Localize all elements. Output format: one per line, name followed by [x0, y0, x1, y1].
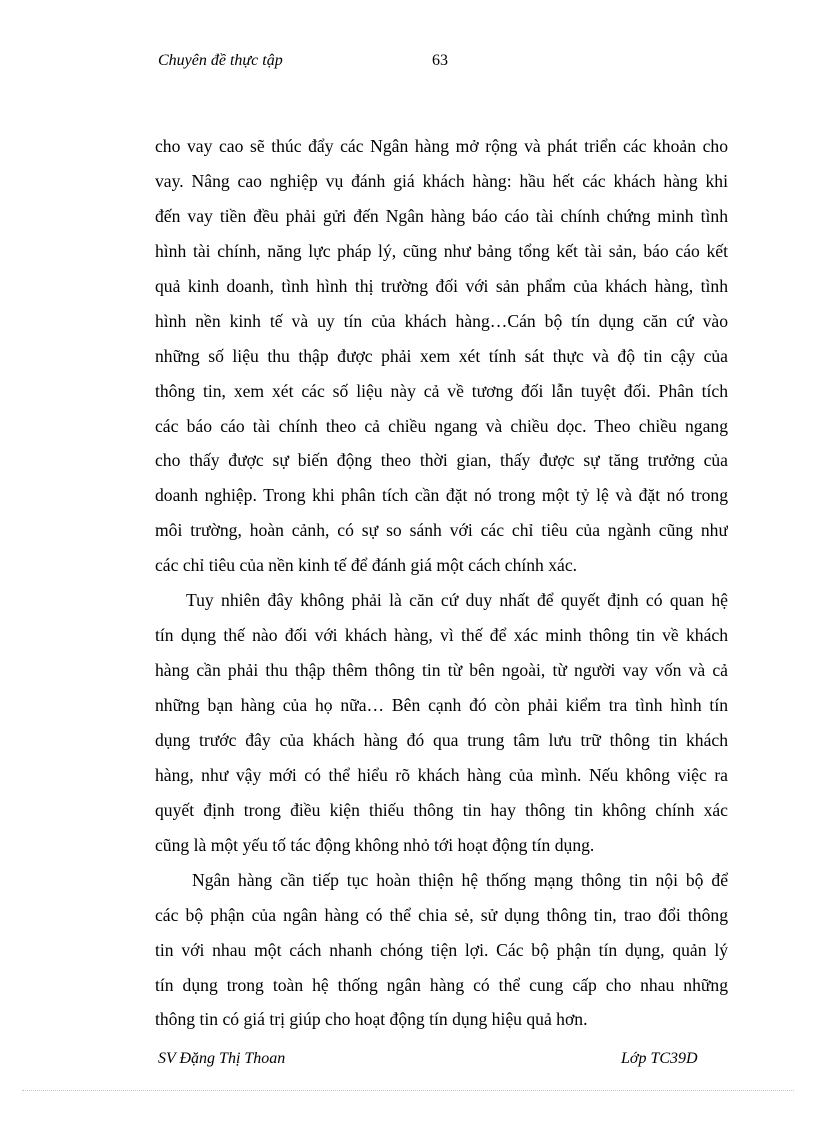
- text-line: môi trường, hoàn cảnh, có sự so sánh với các chỉ tiêu của ngành cũng như: [155, 520, 728, 541]
- text-line: các bộ phận của ngân hàng có thể chia sẻ, sử dụng thông tin, trao đổi thông: [155, 904, 728, 925]
- text-line: Tuy nhiên đây không phải là căn cứ duy nhất để quyết định có quan hệ: [186, 590, 728, 611]
- page-bottom-border: [22, 1090, 794, 1091]
- text-line: những bạn hàng của họ nữa… Bên cạnh đó còn phải kiểm tra tình hình tín: [155, 695, 728, 715]
- text-line: thông tin có giá trị giúp cho hoạt động tín dụng hiệu quả hơn.: [155, 1009, 588, 1030]
- text-line: cho vay cao sẽ thúc đẩy các Ngân hàng mở rộng và phát triển các khoản cho: [155, 136, 728, 156]
- text-line: những số liệu thu thập được phải xem xét tính sát thực và độ tin cậy của: [155, 345, 728, 366]
- header-title: Chuyên đề thực tập: [158, 52, 283, 69]
- text-line: hình nền kinh tế và uy tín của khách hàng…Cán bộ tín dụng căn cứ vào: [155, 310, 728, 331]
- text-line: các chỉ tiêu của nền kinh tế để đánh giá một cách chính xác.: [155, 555, 578, 576]
- text-line: đến vay tiền đều phải gửi đến Ngân hàng báo cáo tài chính chứng minh tình: [155, 205, 728, 226]
- text-line: vay. Nâng cao nghiệp vụ đánh giá khách hàng: hầu hết các khách hàng khi: [155, 170, 728, 191]
- footer-class: Lớp TC39D: [621, 1050, 698, 1067]
- body-text: [155, 129, 728, 1037]
- text-line: dụng trước đây của khách hàng đó qua trung tâm lưu trữ thông tin khách: [155, 729, 728, 750]
- text-line: tín dụng trong toàn hệ thống ngân hàng có thể cung cấp cho nhau những: [155, 974, 728, 995]
- text-line: tín dụng thế nào đối với khách hàng, vì thế để xác minh thông tin về khách: [155, 625, 728, 646]
- page-number: 63: [432, 52, 448, 69]
- text-line: các báo cáo tài chính theo cả chiều ngang và chiều dọc. Theo chiều ngang: [155, 415, 728, 436]
- text-line: Ngân hàng cần tiếp tục hoàn thiện hệ thống mạng thông tin nội bộ để: [192, 869, 728, 890]
- text-line: thông tin, xem xét các số liệu này cả về tương đối lẫn tuyệt đối. Phân tích: [155, 380, 728, 401]
- text-line: hàng, như vậy mới có thể hiểu rõ khách hàng của mình. Nếu không việc ra: [155, 764, 728, 785]
- text-line: hình tài chính, năng lực pháp lý, cũng như bảng tổng kết tài sản, báo cáo kết: [155, 240, 728, 261]
- text-line: doanh nghiệp. Trong khi phân tích cần đặt nó trong một tỷ lệ và đặt nó trong: [155, 485, 728, 506]
- text-line: cho thấy được sự biến động theo thời gian, thấy được sự tăng trưởng của: [155, 450, 728, 471]
- text-line: tin với nhau một cách nhanh chóng tiện lợi. Các bộ phận tín dụng, quản lý: [155, 939, 728, 960]
- text-line: quả kinh doanh, tình hình thị trường đối với sản phẩm của khách hàng, tình: [155, 275, 728, 296]
- text-line: cũng là một yếu tố tác động không nhỏ tới hoạt động tín dụng.: [155, 834, 595, 855]
- text-line: hàng cần phải thu thập thêm thông tin từ bên ngoài, từ người vay vốn và cả: [155, 660, 728, 681]
- footer-student: SV Đặng Thị Thoan: [158, 1050, 286, 1067]
- text-line: quyết định trong điều kiện thiếu thông tin hay thông tin không chính xác: [155, 799, 728, 820]
